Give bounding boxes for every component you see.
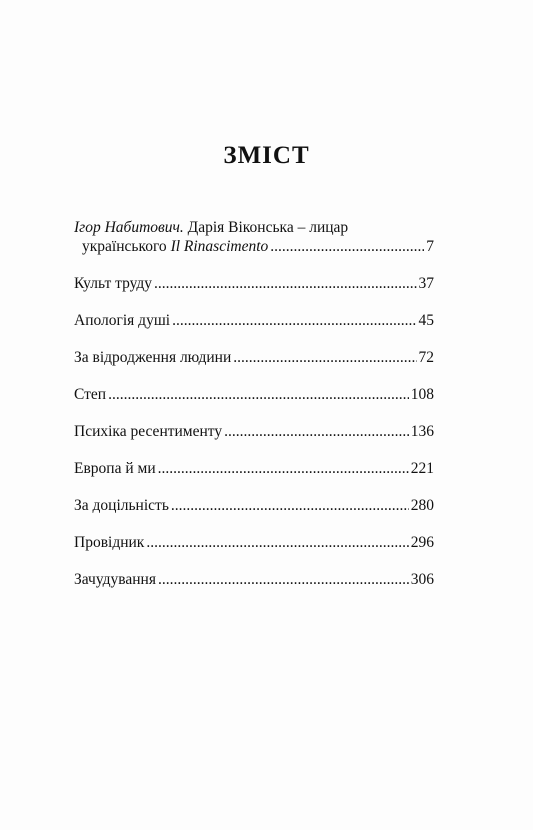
toc-entry	[74, 570, 434, 589]
toc-leader-dots	[108, 385, 409, 404]
toc-leader-dots	[171, 496, 409, 515]
toc-entry	[74, 348, 434, 367]
toc-entry-page: 306	[410, 571, 434, 588]
toc-leader-dots	[154, 274, 416, 293]
toc-entry-title: Культ труду	[74, 275, 153, 292]
toc-entry-page: 280	[410, 497, 434, 514]
toc-entry	[74, 496, 434, 515]
toc-entry-title-part-1: Дарія Віконська – лицар	[187, 219, 349, 236]
toc-entry-title: Апологія душі	[74, 312, 171, 329]
toc-leader-dots	[158, 459, 409, 478]
toc-entry	[74, 422, 434, 441]
toc-entry-title: Степ	[74, 386, 107, 403]
toc-entry-title-italic: Il Rinascimento	[170, 238, 269, 255]
toc-entry-title: За відродження людини	[74, 349, 232, 366]
toc-entry-author: Ігор Набитович.	[74, 219, 184, 236]
toc-entry-introduction	[74, 218, 434, 256]
toc-entry-title: Зачудування	[74, 571, 156, 588]
toc-entry-page: 37	[418, 275, 434, 292]
toc-entry	[74, 385, 434, 404]
toc-entry-page: 221	[410, 460, 434, 477]
toc-entry-line-1	[74, 218, 434, 237]
toc-entry-title: Европа й ми	[74, 460, 156, 477]
toc-leader-dots	[233, 348, 416, 367]
toc-entry	[74, 274, 434, 293]
toc-entry-page: 296	[410, 534, 434, 551]
toc-leader-dots	[158, 570, 409, 589]
toc-entry-page: 108	[410, 386, 434, 403]
toc-leader-dots	[146, 533, 408, 552]
toc-leader-dots	[172, 311, 416, 330]
toc-entry-title: Психіка ресентименту	[74, 423, 223, 440]
toc-entry-title-text: українського	[82, 238, 167, 255]
toc-entry-page: 7	[426, 238, 434, 255]
toc-entry-page: 136	[410, 423, 434, 440]
toc-leader-dots	[224, 422, 409, 441]
toc-entry	[74, 311, 434, 330]
page-title: ЗМІСТ	[223, 142, 310, 169]
toc-entry-title: За доцільність	[74, 497, 169, 514]
toc-entry-page: 72	[418, 349, 434, 366]
toc-entry-line-2	[74, 237, 434, 256]
toc-entry	[74, 459, 434, 478]
toc-leader-dots	[270, 237, 424, 256]
toc-entry-title-part-2	[82, 237, 268, 256]
toc-entry-page: 45	[418, 312, 434, 329]
toc-entry	[74, 533, 434, 552]
toc-entry-title: Провідник	[74, 534, 145, 551]
